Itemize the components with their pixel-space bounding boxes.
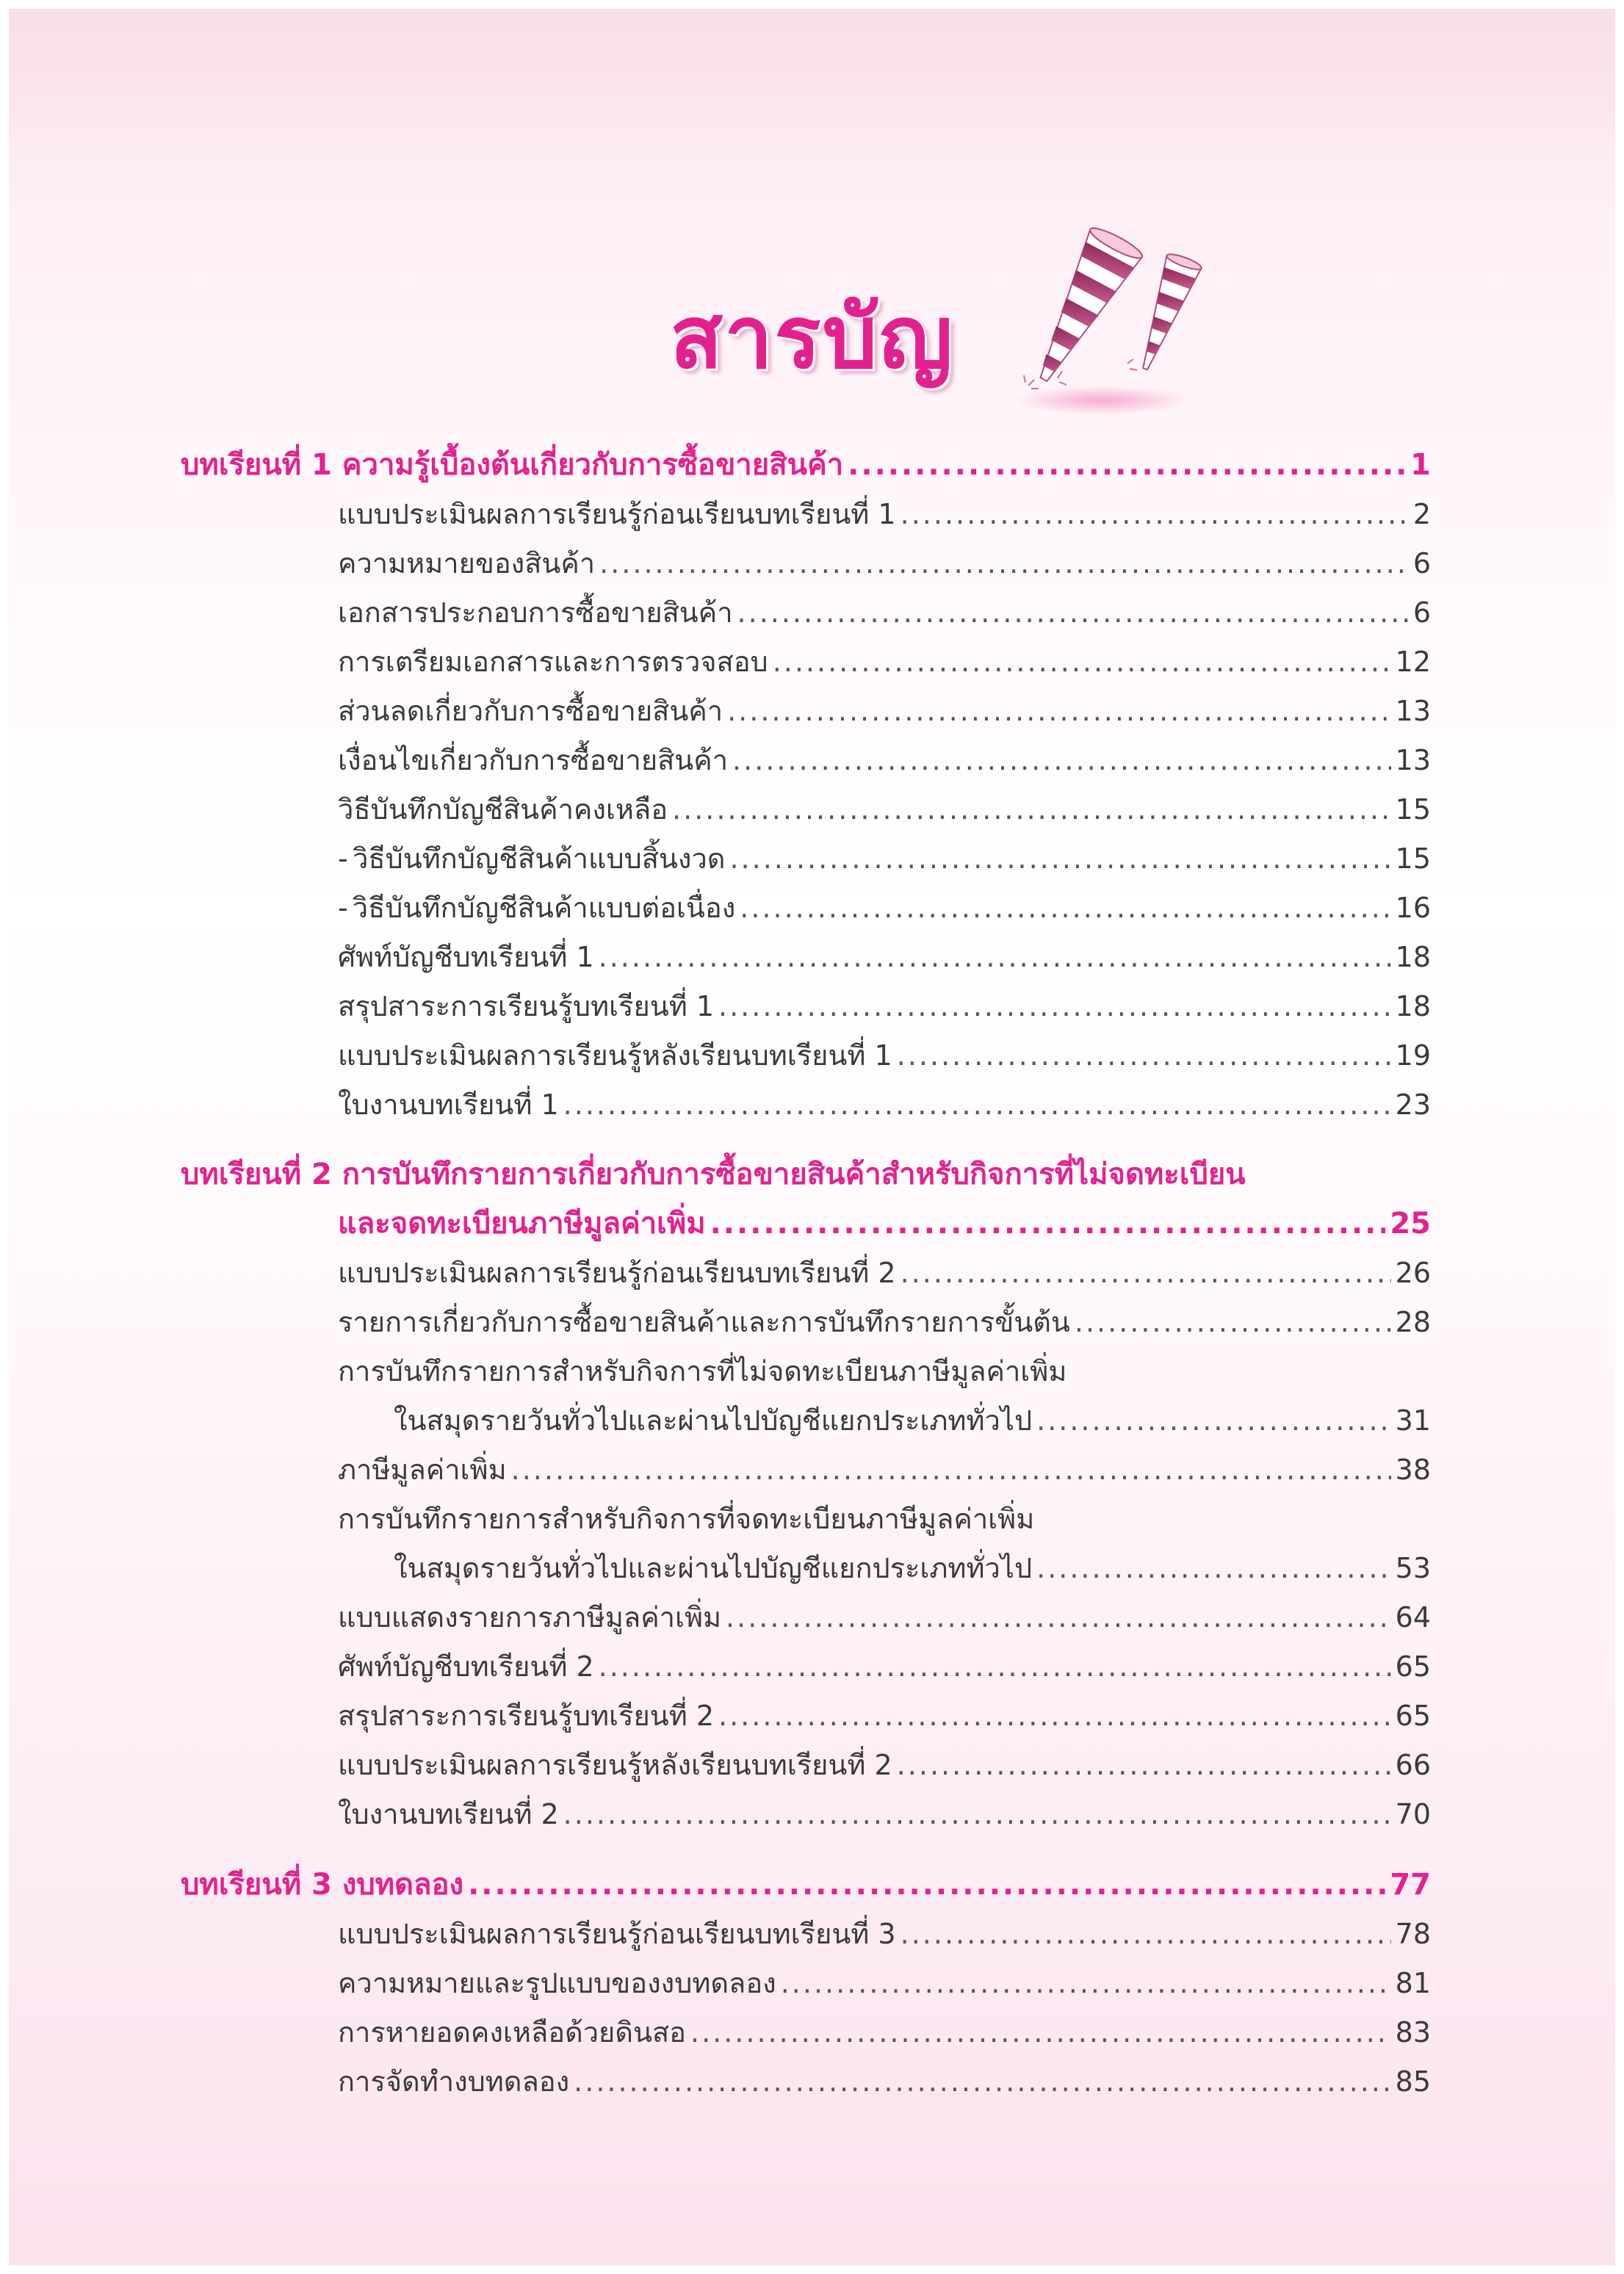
toc-label: รายการเกี่ยวกับการซื้อขายสินค้าและการบันทึกรายการขั้นต้น [338, 1306, 1070, 1338]
toc-label: ใบงานบทเรียนที่ 2 [338, 1798, 559, 1830]
toc-label: ในสมุดรายวันทั่วไปและผ่านไปบัญชีแยกประเภททั่วไป [394, 1552, 1033, 1584]
toc-chapter-row [181, 441, 1431, 489]
toc-label: แบบประเมินผลการเรียนรู้หลังเรียนบทเรียนที่ 2 [338, 1749, 892, 1781]
toc-label: วิธีบันทึกบัญชีสินค้าคงเหลือ [338, 793, 668, 826]
toc-label: และจดทะเบียนภาษีมูลค่าเพิ่ม [338, 1207, 706, 1241]
toc-label: ความหมายและรูปแบบของงบทดลอง [338, 1967, 776, 1999]
toc-page-number: 2 [1412, 498, 1431, 530]
toc-dot-leader [727, 687, 1391, 735]
toc-page-number: 83 [1395, 2016, 1431, 2049]
toc-page-number: 18 [1395, 990, 1431, 1022]
toc-label: บทเรียนที่ 3 งบทดลอง [181, 1868, 464, 1902]
toc-label: ศัพท์บัญชีบทเรียนที่ 1 [338, 941, 594, 973]
toc-page-number: 19 [1395, 1039, 1431, 1072]
toc-dot-leader [672, 785, 1391, 834]
toc-page-number: 38 [1395, 1454, 1431, 1486]
toc-page-number: 15 [1395, 793, 1431, 826]
toc-dot-leader [468, 1860, 1385, 1909]
toc-dot-leader [599, 1642, 1391, 1691]
toc-chapter-row [181, 1150, 1431, 1199]
toc-dot-leader [710, 1199, 1386, 1248]
toc-label: แบบประเมินผลการเรียนรู้หลังเรียนบทเรียนที่ 1 [338, 1039, 892, 1072]
toc-dot-leader [690, 2008, 1391, 2057]
toc-label: วิธีบันทึกบัญชีสินค้าแบบสิ้นงวด [353, 842, 726, 875]
toc-dot-leader [718, 1692, 1391, 1740]
toc-label: แบบประเมินผลการเรียนรู้ก่อนเรียนบทเรียนที่ 1 [338, 498, 896, 530]
toc-page-number: 53 [1395, 1552, 1431, 1584]
toc-label: ส่วนลดเกี่ยวกับการซื้อขายสินค้า [338, 695, 723, 727]
toc-dot-leader [574, 2057, 1390, 2106]
toc-page-number: 1 [1410, 448, 1431, 482]
toc-dot-leader [511, 1445, 1391, 1494]
toc-page-number: 77 [1390, 1868, 1431, 1902]
toc-page-number: 16 [1395, 892, 1431, 924]
toc-entry-row [338, 933, 1431, 981]
toc-dot-leader [718, 982, 1391, 1030]
toc-entry-row [394, 1396, 1431, 1445]
toc-page-number: 12 [1395, 646, 1431, 678]
toc-page-number: 65 [1395, 1650, 1431, 1683]
toc-entry-row [338, 490, 1431, 538]
toc-dot-leader [773, 638, 1391, 686]
toc-entry-row [338, 1642, 1431, 1691]
toc-dot-leader [599, 539, 1409, 588]
toc-label: การบันทึกรายการสำหรับกิจการที่จดทะเบียนภาษีมูลค่าเพิ่ม [338, 1503, 1035, 1535]
toc-label: การเตรียมเอกสารและการตรวจสอบ [338, 646, 768, 678]
toc-label: บทเรียนที่ 1 ความรู้เบื้องต้นเกี่ยวกับการซื้อขายสินค้า [181, 448, 844, 482]
toc-entry-row [338, 1031, 1431, 1080]
toc-page-number: 31 [1395, 1404, 1431, 1437]
toc-dot-leader [901, 1910, 1391, 1958]
toc-entry-row [338, 1692, 1431, 1740]
toc-chapter-row [181, 1860, 1431, 1909]
toc-label: แบบแสดงรายการภาษีมูลค่าเพิ่ม [338, 1601, 722, 1634]
toc-page-number: 64 [1395, 1601, 1431, 1634]
toc-entry-row [338, 1445, 1431, 1494]
toc-entry-row [338, 736, 1431, 784]
toc-dot-leader [1075, 1298, 1391, 1346]
toc-entry-row [338, 1593, 1431, 1642]
toc-dot-leader [563, 1790, 1391, 1838]
toc-page-number: 28 [1395, 1306, 1431, 1338]
toc-dot-leader [848, 441, 1406, 489]
toc-label: แบบประเมินผลการเรียนรู้ก่อนเรียนบทเรียนที่ 3 [338, 1918, 896, 1950]
toc-page-number: 70 [1395, 1798, 1431, 1830]
toc-entry-row [338, 1790, 1431, 1838]
toc-page-number: 25 [1390, 1207, 1431, 1241]
toc-dot-leader [726, 1593, 1391, 1642]
toc-page-number: 18 [1395, 941, 1431, 973]
toc-bullet: - [338, 892, 348, 924]
toc-dot-leader [1036, 1544, 1391, 1592]
toc-entry-row [338, 1298, 1431, 1346]
toc-page-number: 13 [1395, 695, 1431, 727]
toc-dot-leader [1036, 1396, 1391, 1445]
toc-dot-leader [732, 736, 1391, 784]
toc-label: สรุปสาระการเรียนรู้บทเรียนที่ 2 [338, 1700, 714, 1732]
toc-entry-row [338, 638, 1431, 686]
toc-entry-row [338, 1910, 1431, 1958]
toc-entry-row [338, 884, 1431, 932]
toc-dot-leader [901, 490, 1409, 538]
toc-entry-row [338, 1495, 1431, 1543]
toc-page-number: 78 [1395, 1918, 1431, 1950]
toc-page-number: 66 [1395, 1749, 1431, 1781]
toc-entry-row [338, 834, 1431, 883]
toc-page-number: 13 [1395, 744, 1431, 776]
toc-chapter-row [338, 1199, 1431, 1248]
toc-bullet: - [338, 842, 348, 875]
toc-entry-row [338, 687, 1431, 735]
toc-dot-leader [897, 1031, 1391, 1080]
toc-entry-row [338, 2057, 1431, 2106]
toc-page-number: 65 [1395, 1700, 1431, 1732]
toc-entry-row [338, 539, 1431, 588]
toc-dot-leader [740, 884, 1390, 932]
toc-label: ในสมุดรายวันทั่วไปและผ่านไปบัญชีแยกประเภททั่วไป [394, 1404, 1033, 1437]
toc-page-number: 85 [1395, 2065, 1431, 2098]
toc-page-number: 15 [1395, 842, 1431, 875]
toc-page-number: 26 [1395, 1257, 1431, 1289]
toc-entry-row [338, 1959, 1431, 2007]
toc-entry-row [338, 588, 1431, 637]
toc-label: ภาษีมูลค่าเพิ่ม [338, 1454, 507, 1486]
page-title: สารบัญ [669, 286, 955, 388]
toc-entry-row [338, 982, 1431, 1030]
toc-entry-row [394, 1544, 1431, 1592]
toc-label: ความหมายของสินค้า [338, 547, 596, 580]
toc-label: บทเรียนที่ 2 การบันทึกรายการเกี่ยวกับการซื้อขายสินค้าสำหรับกิจการที่ไม่จดทะเบียน [181, 1158, 1246, 1191]
toc-dot-leader [901, 1249, 1391, 1297]
toc-dot-leader [897, 1741, 1391, 1789]
toc-entry-row [338, 2008, 1431, 2057]
toc-dot-leader [599, 933, 1391, 981]
toc-entry-row [338, 1249, 1431, 1297]
toc-label: แบบประเมินผลการเรียนรู้ก่อนเรียนบทเรียนที่ 2 [338, 1257, 896, 1289]
toc-page-number: 23 [1395, 1089, 1431, 1121]
toc-page-number: 6 [1412, 547, 1431, 580]
toc-label: เอกสารประกอบการซื้อขายสินค้า [338, 596, 733, 629]
toc-entry-row [338, 1741, 1431, 1789]
toc-label: การบันทึกรายการสำหรับกิจการที่ไม่จดทะเบียนภาษีมูลค่าเพิ่ม [338, 1355, 1067, 1387]
toc-label: เงื่อนไขเกี่ยวกับการซื้อขายสินค้า [338, 744, 729, 776]
toc-entry-row [338, 1080, 1431, 1129]
toc-label: วิธีบันทึกบัญชีสินค้าแบบต่อเนื่อง [352, 892, 736, 924]
toc-page-number: 81 [1395, 1967, 1431, 1999]
toc-entry-row [338, 785, 1431, 834]
toc-label: สรุปสาระการเรียนรู้บทเรียนที่ 1 [338, 990, 714, 1022]
toc-label: ใบงานบทเรียนที่ 1 [338, 1089, 559, 1121]
toc-dot-leader [781, 1959, 1391, 2007]
toc-entry-row [338, 1347, 1431, 1396]
toc-label: ศัพท์บัญชีบทเรียนที่ 2 [338, 1650, 594, 1683]
toc-dot-leader [563, 1080, 1391, 1129]
toc-label: การจัดทำงบทดลอง [338, 2065, 570, 2098]
toc-label: การหายอดคงเหลือด้วยดินสอ [338, 2016, 686, 2049]
toc-dot-leader [729, 834, 1390, 883]
toc-page-number: 6 [1412, 596, 1431, 629]
toc-dot-leader [737, 588, 1409, 637]
